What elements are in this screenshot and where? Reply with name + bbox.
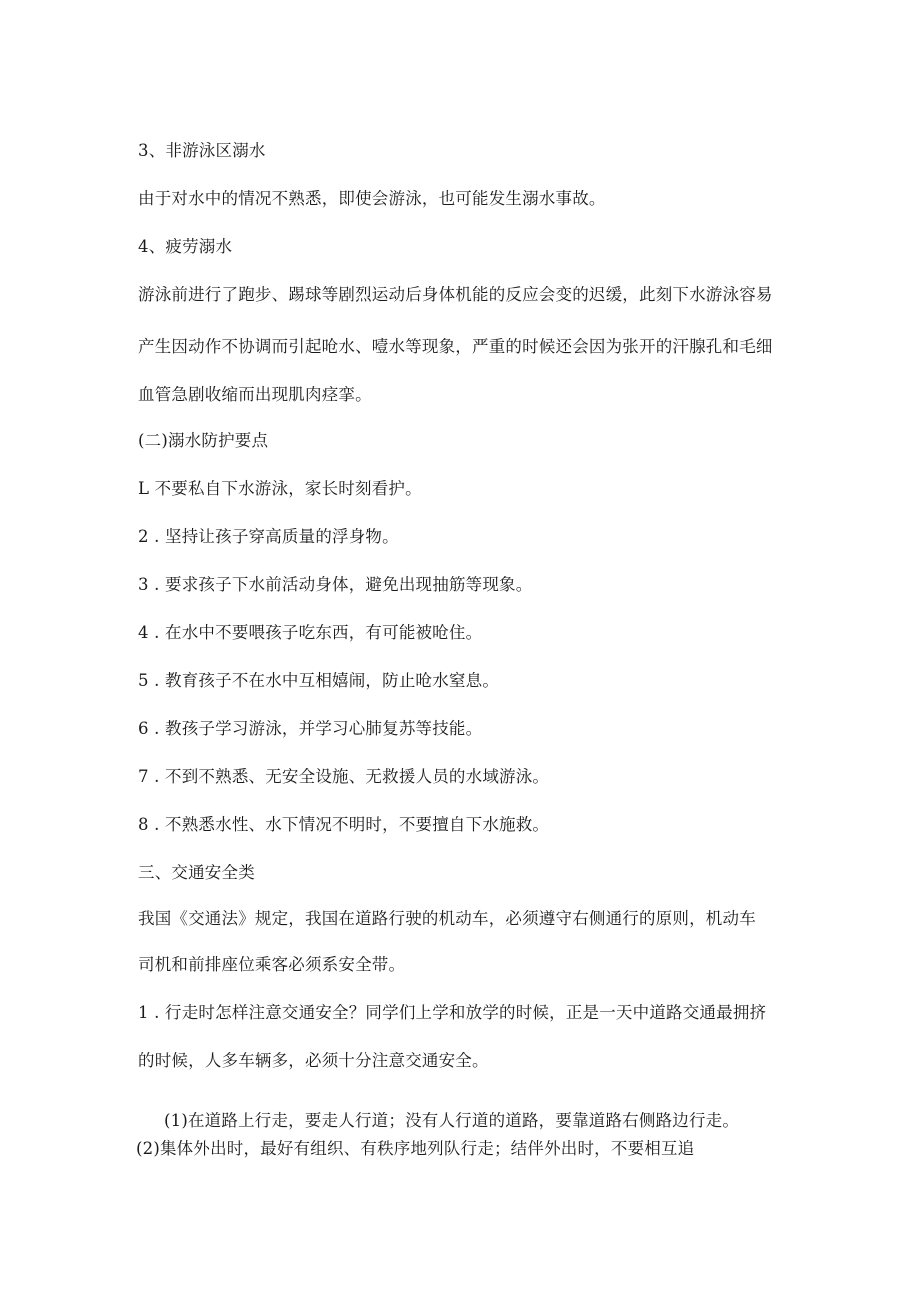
list-item: 6 . 教孩子学习游泳，并学习心肺复苏等技能。 (138, 718, 483, 738)
list-item: 3 . 要求孩子下水前活动身体，避免出现抽筋等现象。 (138, 574, 533, 594)
list-item: 7 . 不到不熟悉、无安全设施、无救援人员的水域游泳。 (138, 766, 550, 786)
paragraph-line: 由于对水中的情况不熟悉，即使会游泳，也可能发生溺水事故。 (138, 188, 606, 208)
sub-item: (1)在道路上行走，要走人行道；没有人行道的道路，要靠道路右侧路边行走。 (164, 1110, 740, 1130)
list-item: L 不要私自下水游泳，家长时刻看护。 (138, 478, 422, 498)
list-item: 2 . 坚持让孩子穿高质量的浮身物。 (138, 526, 399, 546)
paragraph-line: 血管急剧收缩而出现肌肉痉挛。 (138, 384, 372, 404)
paragraph-line: 的时候，人多车辆多，必须十分注意交通安全。 (138, 1050, 489, 1070)
list-item: 5 . 教育孩子不在水中互相嬉闹，防止呛水窒息。 (138, 670, 500, 690)
heading-non-swimming-area: 3、非游泳区溺水 (138, 140, 266, 160)
paragraph-line: 游泳前进行了跑步、踢球等剧烈运动后身体机能的反应会变的迟缓，此刻下水游泳容易 (138, 284, 773, 304)
sub-item: (2)集体外出时，最好有组织、有秩序地列队行走；结伴外出时，不要相互追 (136, 1138, 695, 1158)
heading-fatigue-drowning: 4、疲劳溺水 (138, 236, 233, 256)
paragraph-line: 产生因动作不协调而引起呛水、噎水等现象，严重的时候还会因为张开的汗腺孔和毛细 (138, 336, 773, 356)
paragraph-line: 我国《交通法》规定，我国在道路行驶的机动车，必须遵守右侧通行的原则，机动车 (138, 908, 756, 928)
paragraph-line: 司机和前排座位乘客必须系安全带。 (138, 954, 406, 974)
list-item: 1 . 行走时怎样注意交通安全？同学们上学和放学的时候，正是一天中道路交通最拥挤 (138, 1002, 767, 1022)
section-heading-drowning-prevention: (二)溺水防护要点 (138, 430, 269, 450)
list-item: 8 . 不熟悉水性、水下情况不明时，不要擅自下水施救。 (138, 814, 550, 834)
list-item: 4 . 在水中不要喂孩子吃东西，有可能被呛住。 (138, 622, 483, 642)
section-heading-traffic-safety: 三、交通安全类 (138, 862, 255, 882)
